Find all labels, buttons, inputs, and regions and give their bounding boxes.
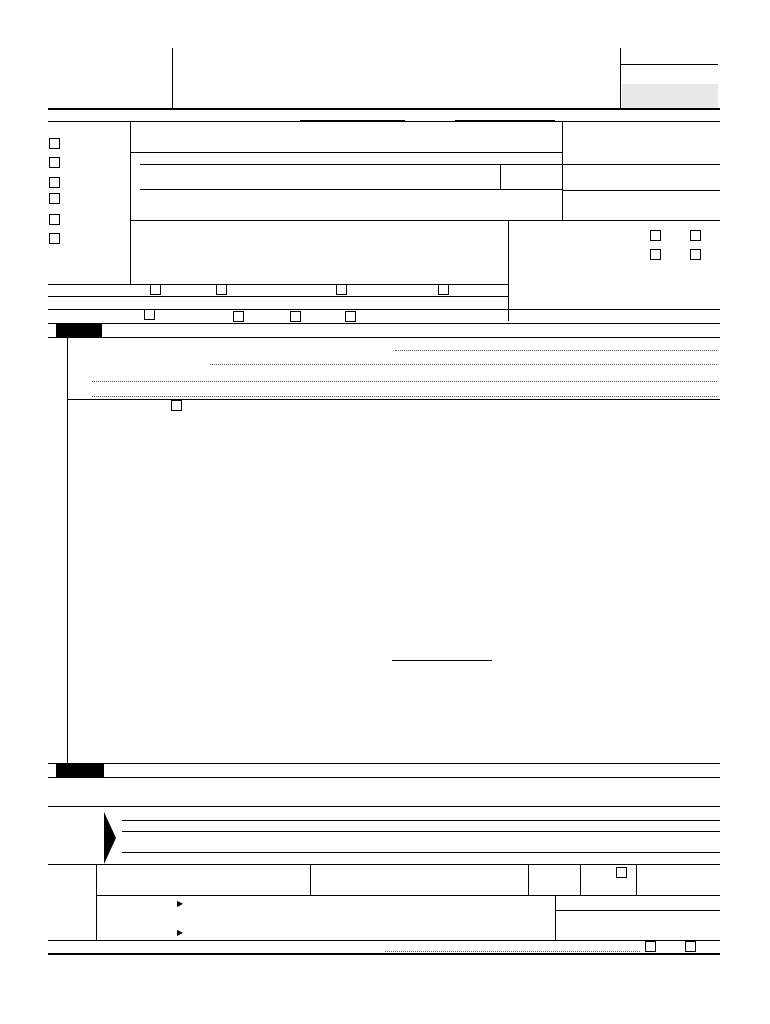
other-checkbox[interactable] — [345, 311, 356, 322]
address-change-checkbox[interactable] — [49, 138, 60, 149]
discuss-yes-checkbox[interactable] — [645, 941, 656, 952]
corporation-checkbox[interactable] — [144, 309, 155, 320]
association-checkbox[interactable] — [290, 311, 301, 322]
501c-checkbox[interactable] — [216, 284, 227, 295]
ha-no-checkbox[interactable] — [690, 230, 701, 241]
trust-checkbox[interactable] — [233, 311, 244, 322]
discontinued-checkbox[interactable] — [171, 400, 182, 411]
501c3-checkbox[interactable] — [150, 284, 161, 295]
sign-here-arrow-icon — [102, 810, 118, 866]
4947-checkbox[interactable] — [336, 284, 347, 295]
final-return-checkbox[interactable] — [49, 193, 60, 204]
amended-return-checkbox[interactable] — [49, 214, 60, 225]
application-pending-checkbox[interactable] — [49, 233, 60, 244]
527-checkbox[interactable] — [438, 284, 449, 295]
firm-address-arrow-icon: ▶ — [177, 928, 184, 937]
initial-return-checkbox[interactable] — [49, 177, 60, 188]
hb-no-checkbox[interactable] — [690, 249, 701, 260]
name-change-checkbox[interactable] — [49, 157, 60, 168]
firm-name-arrow-icon: ▶ — [177, 899, 184, 908]
discuss-no-checkbox[interactable] — [685, 941, 696, 952]
self-employed-checkbox[interactable] — [616, 867, 627, 878]
ha-yes-checkbox[interactable] — [650, 230, 661, 241]
hb-yes-checkbox[interactable] — [650, 249, 661, 260]
